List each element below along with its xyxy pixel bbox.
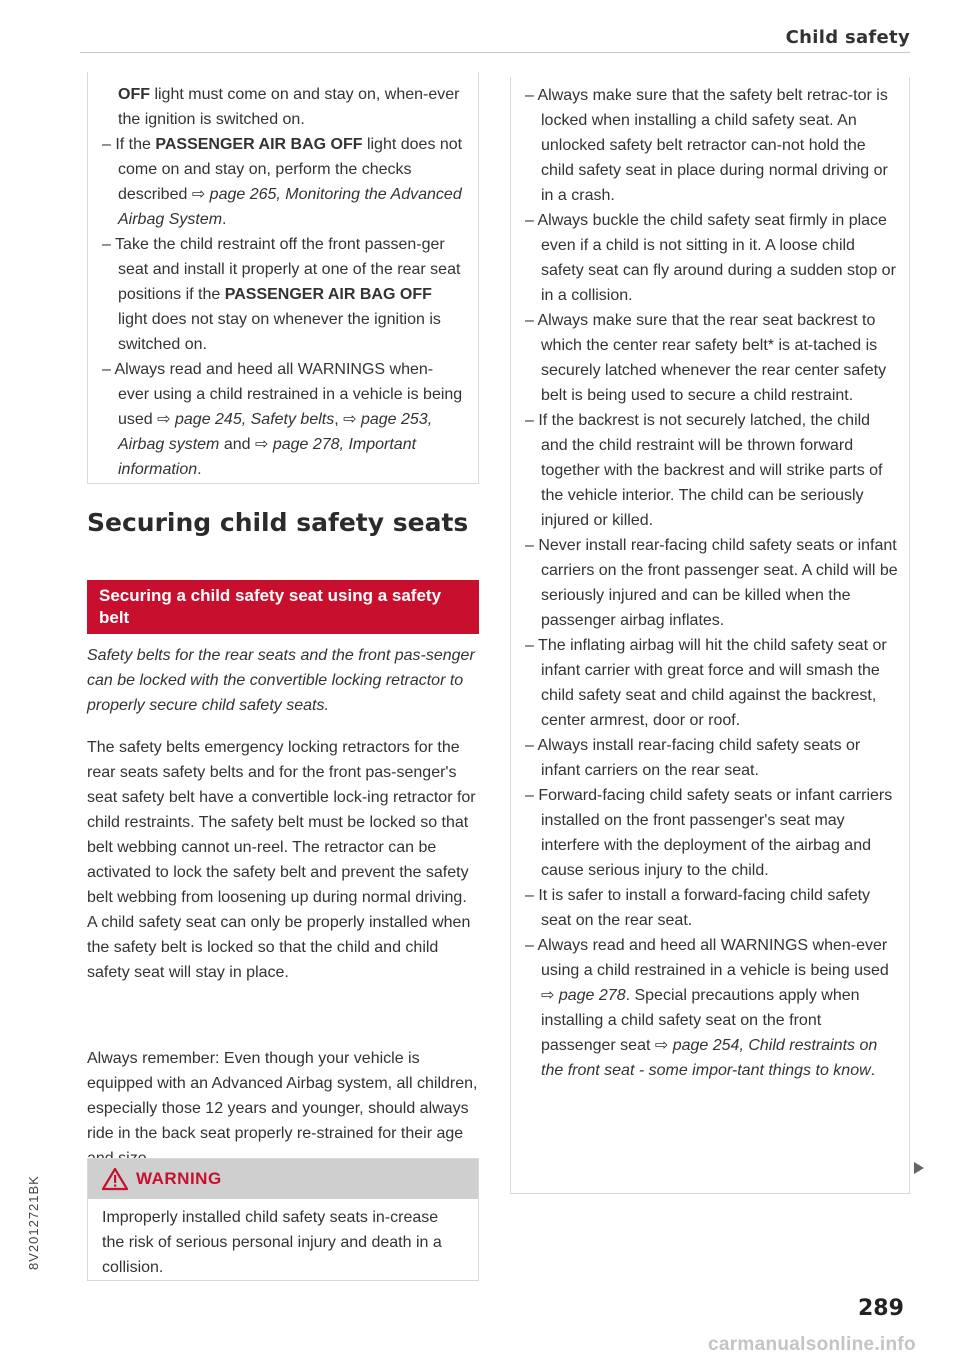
header-rule: [80, 52, 910, 53]
list-item: – Always make sure that the safety belt retrac-tor is locked when installing a child safety seat. An unlocked safety belt retractor can-not hold the child safety seat in place during normal driving or in a crash.: [525, 87, 888, 204]
bullet-read-warnings: – Always read and heed all WARNINGS when-ever using a child restrained in a vehicle is being used ⇨ page 245, Safety belts, ⇨ page 253, Airbag system and ⇨ page 278, Important information.: [102, 361, 463, 478]
body-paragraph-1: The safety belts emergency locking retractors for the rear seats safety belts and for the front pas-senger's seat safety belt have a convertible lock-ing retractor for child restraints. The safety belt must be locked so that belt webbing cannot un-reel. The retractor can be activated to lock the safety belt and prevent the safety belt webbing from loosening up during normal driving. A child safety seat can only be properly installed when the safety belt is locked so that the child and child safety seat will stay in place.: [87, 739, 476, 981]
page-ref-265[interactable]: ⇨ page 265, Monitoring the Advanced Airbag System: [118, 186, 462, 228]
warning-triangle-icon: [102, 1167, 128, 1191]
list-item: – It is safer to install a forward-facing child safety seat on the rear seat.: [525, 887, 871, 929]
off-light-line: OFF light must come on and stay on, when-ever the ignition is switched on.: [118, 86, 460, 128]
list-item: – Forward-facing child safety seats or infant carriers installed on the front passenger's seat may interfere with the deployment of the airbag and cause serious injury to the child.: [525, 787, 893, 879]
page-ref-245[interactable]: ⇨ page 245, Safety belts: [157, 411, 335, 428]
watermark: carmanualsonline.info: [708, 1334, 916, 1355]
warning-box: [87, 1158, 479, 1281]
bullet-take-restraint-off: – Take the child restraint off the front passen-ger seat and install it properly at one of the rear seat positions if the PASSENGER AIR BAG OFF light does not stay on whenever the ignition is switched on.: [102, 236, 461, 353]
list-item: – If the backrest is not securely latched, the child and the child restraint will be thrown forward together with the backrest and will strike parts of the vehicle interior. The child can be seriously injured or killed.: [525, 412, 883, 529]
continued-warning-box: [87, 72, 479, 484]
page-number: 289: [858, 1296, 904, 1321]
right-warning-box: [510, 77, 910, 1194]
continue-arrow-icon: [914, 1162, 924, 1174]
list-item: – Always buckle the child safety seat firmly in place even if a child is not sitting in it. A loose child safety seat can fly around during a sudden stop or in a collision.: [525, 212, 896, 304]
warning-label: WARNING: [136, 1169, 222, 1188]
subsection-heading: Securing a child safety seat using a safety belt: [87, 580, 479, 634]
list-item: – Always make sure that the rear seat backrest to which the center rear safety belt* is at-tached is securely latched whenever the rear center safety belt is being used to secure a child restraint.: [525, 312, 887, 404]
intro-text: Safety belts for the rear seats and the front pas-senger can be locked with the convertible locking retractor to properly secure child safety seats.: [87, 647, 475, 714]
document-code: 8V2012721BK: [26, 1175, 41, 1270]
page-ref-253[interactable]: ⇨ page 253, Airbag system: [118, 411, 433, 453]
list-item-last: – Always read and heed all WARNINGS when-ever using a child restrained in a vehicle is being used ⇨ page 278. Special precautions apply when installing a child safety seat on the front passenger seat ⇨ page 254, Child restraints on the front seat - some impor-tant things to know.: [525, 937, 889, 1079]
warning-header: [88, 1159, 478, 1199]
list-item: – Never install rear-facing child safety seats or infant carriers on the front passenger seat. A child will be seriously injured and can be killed when the passenger airbag inflates.: [525, 537, 898, 629]
page-ref-254[interactable]: ⇨ page 254, Child restraints on the front seat - some impor-tant things to know: [541, 1037, 878, 1079]
section-heading: Securing child safety seats: [87, 508, 469, 537]
page-ref-278[interactable]: ⇨ page 278, Important information: [118, 436, 417, 478]
list-item: – The inflating airbag will hit the child safety seat or infant carrier with great force and will smash the child safety seat and child against the backrest, center armrest, door or roof.: [525, 637, 887, 729]
bullet-passenger-airbag-check: – If the PASSENGER AIR BAG OFF light does not come on and stay on, perform the checks described ⇨ page 265, Monitoring the Advanced Airbag System.: [102, 136, 463, 228]
page-ref-278b[interactable]: ⇨ page 278: [541, 987, 626, 1004]
body-paragraph-2: Always remember: Even though your vehicle is equipped with an Advanced Airbag system, all children, especially those 12 years and younger, should always ride in the back seat properly re-strained for their age: [87, 1050, 478, 1142]
section-title: Child safety: [785, 27, 910, 48]
warning-text: Improperly installed child safety seats in-crease the risk of serious personal injury and death in a collision.: [102, 1209, 442, 1276]
list-item: – Always install rear-facing child safety seats or infant carriers on the rear seat.: [525, 737, 861, 779]
